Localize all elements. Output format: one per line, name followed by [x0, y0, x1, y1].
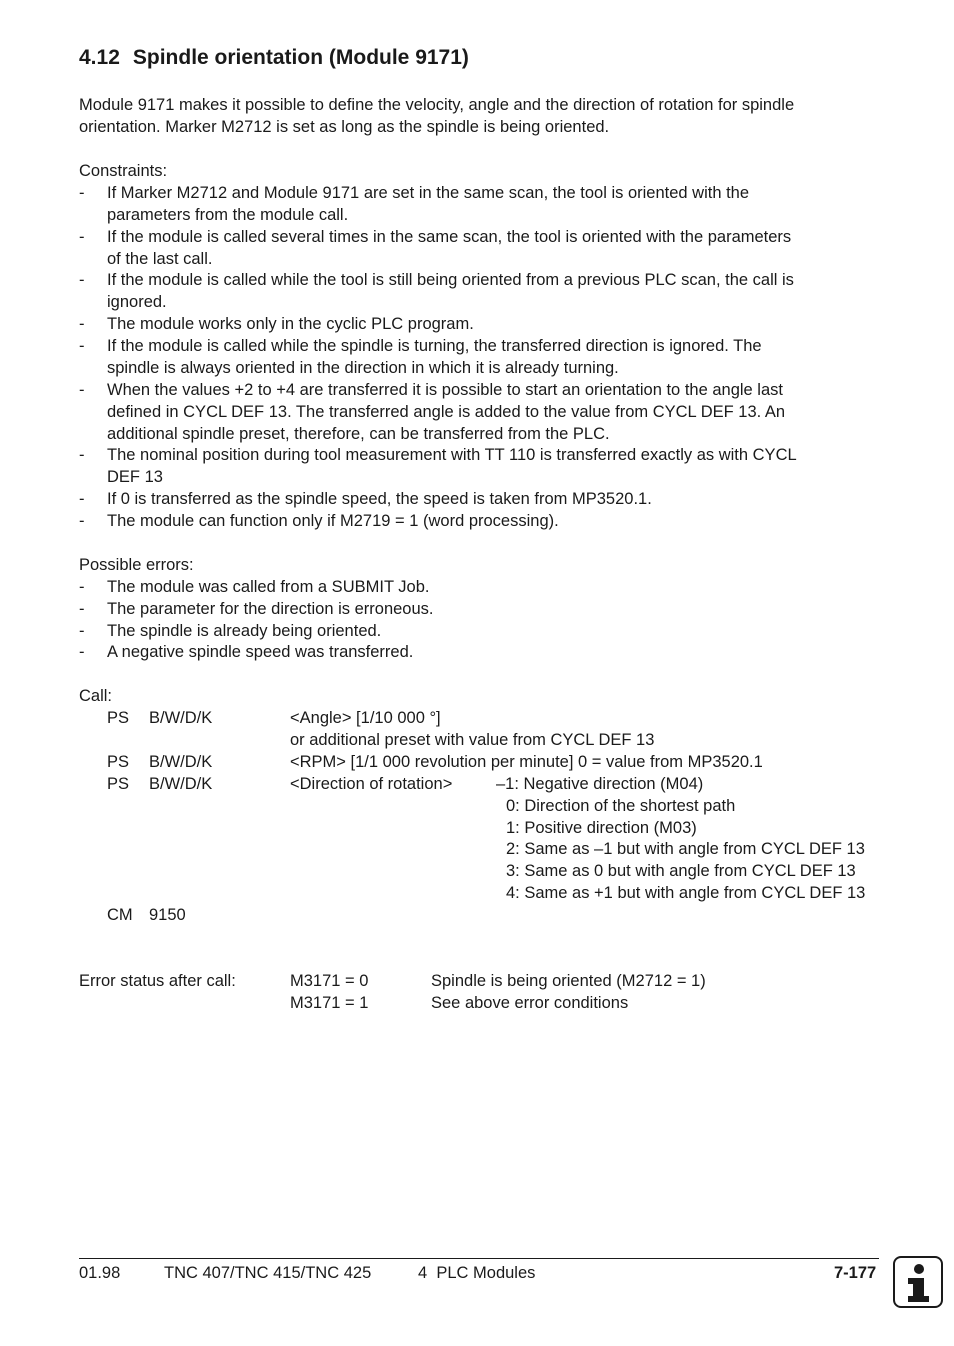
error-marker: M3171 = 0: [290, 972, 369, 990]
error-marker: M3171 = 1: [290, 994, 369, 1012]
info-glyph: [895, 1258, 941, 1306]
call-module-number: 9150: [149, 906, 186, 924]
error-status-label: Error status after call:: [79, 972, 236, 990]
bullet-dash: -: [79, 600, 85, 618]
direction-value: –1: Negative direction (M04): [496, 775, 704, 793]
list-item: The module works only in the cyclic PLC program.: [107, 315, 474, 333]
bullet-dash: -: [79, 184, 85, 202]
call-heading: Call:: [79, 687, 113, 705]
list-item-cont: DEF 13: [107, 468, 163, 486]
bullet-dash: -: [79, 490, 85, 508]
error-marker-desc: Spindle is being oriented (M2712 = 1): [431, 972, 706, 990]
list-item: When the values +2 to +4 are transferred it is possible to start an orientation to the angle last: [107, 381, 783, 399]
call-cmd: PS: [107, 709, 130, 727]
info-icon: [893, 1256, 943, 1308]
call-desc: <RPM> [1/1 000 revolution per minute] 0 = value from MP3520.1: [290, 753, 763, 771]
list-item: The module can function only if M2719 = 1 (word processing).: [107, 512, 559, 530]
direction-value: 0: Direction of the shortest path: [506, 797, 736, 815]
list-item-cont: ignored.: [107, 293, 167, 311]
bullet-dash: -: [79, 271, 85, 289]
list-item-cont: additional spindle preset, therefore, can be transferred from the PLC.: [107, 425, 610, 443]
footer-date: 01.98: [79, 1264, 121, 1282]
intro-line: Module 9171 makes it possible to define the velocity, angle and the direction of rotation for spindle: [79, 96, 795, 114]
bullet-dash: -: [79, 228, 85, 246]
constraints-heading: Constraints:: [79, 162, 168, 180]
list-item: If Marker M2712 and Module 9171 are set in the same scan, the tool is oriented with the: [107, 184, 750, 202]
list-item-cont: spindle is always oriented in the direction in which it is already turning.: [107, 359, 619, 377]
section-title: Spindle orientation (Module 9171): [132, 46, 469, 69]
list-item: If the module is called while the spindle is turning, the transferred direction is ignored. The: [107, 337, 762, 355]
call-type: B/W/D/K: [149, 709, 213, 727]
call-desc: or additional preset with value from CYCL DEF 13: [290, 731, 655, 749]
bullet-dash: -: [79, 512, 85, 530]
page-title: [79, 44, 469, 72]
bullet-dash: -: [79, 446, 85, 464]
bullet-dash: -: [79, 622, 85, 640]
bullet-dash: -: [79, 315, 85, 333]
list-item: The module was called from a SUBMIT Job.: [107, 578, 430, 596]
error-marker-desc: See above error conditions: [431, 994, 629, 1012]
call-type: B/W/D/K: [149, 775, 213, 793]
footer-chapter: 4 PLC Modules: [418, 1264, 536, 1282]
list-item: The parameter for the direction is erroneous.: [107, 600, 434, 618]
call-desc: <Direction of rotation>: [290, 775, 453, 793]
direction-value: 2: Same as –1 but with angle from CYCL DEF 13: [506, 840, 865, 858]
direction-value: 4: Same as +1 but with angle from CYCL DEF 13: [506, 884, 866, 902]
call-cmd: CM: [107, 906, 133, 924]
call-cmd: PS: [107, 775, 130, 793]
list-item: If 0 is transferred as the spindle speed, the speed is taken from MP3520.1.: [107, 490, 652, 508]
call-cmd: PS: [107, 753, 130, 771]
call-type: B/W/D/K: [149, 753, 213, 771]
footer-rule: [79, 1258, 879, 1259]
list-item-cont: defined in CYCL DEF 13. The transferred angle is added to the value from CYCL DEF 13. An: [107, 403, 786, 421]
bullet-dash: -: [79, 578, 85, 596]
footer-product: TNC 407/TNC 415/TNC 425: [164, 1264, 372, 1282]
list-item-cont: parameters from the module call.: [107, 206, 349, 224]
list-item: A negative spindle speed was transferred.: [107, 643, 414, 661]
list-item: If the module is called while the tool is still being oriented from a previous PLC scan, the call is: [107, 271, 794, 289]
errors-heading: Possible errors:: [79, 556, 194, 574]
section-number: 4.12: [79, 46, 120, 69]
bullet-dash: -: [79, 643, 85, 661]
direction-value: 1: Positive direction (M03): [506, 819, 697, 837]
list-item: If the module is called several times in the same scan, the tool is oriented with the parameters: [107, 228, 792, 246]
call-desc: <Angle> [1/10 000 °]: [290, 709, 441, 727]
list-item: The nominal position during tool measurement with TT 110 is transferred exactly as with CYCL: [107, 446, 797, 464]
intro-line: orientation. Marker M2712 is set as long as the spindle is being oriented.: [79, 118, 610, 136]
bullet-dash: -: [79, 381, 85, 399]
list-item: The spindle is already being oriented.: [107, 622, 382, 640]
direction-value: 3: Same as 0 but with angle from CYCL DEF 13: [506, 862, 856, 880]
bullet-dash: -: [79, 337, 85, 355]
list-item-cont: of the last call.: [107, 250, 213, 268]
page-number: 7-177: [834, 1264, 877, 1282]
